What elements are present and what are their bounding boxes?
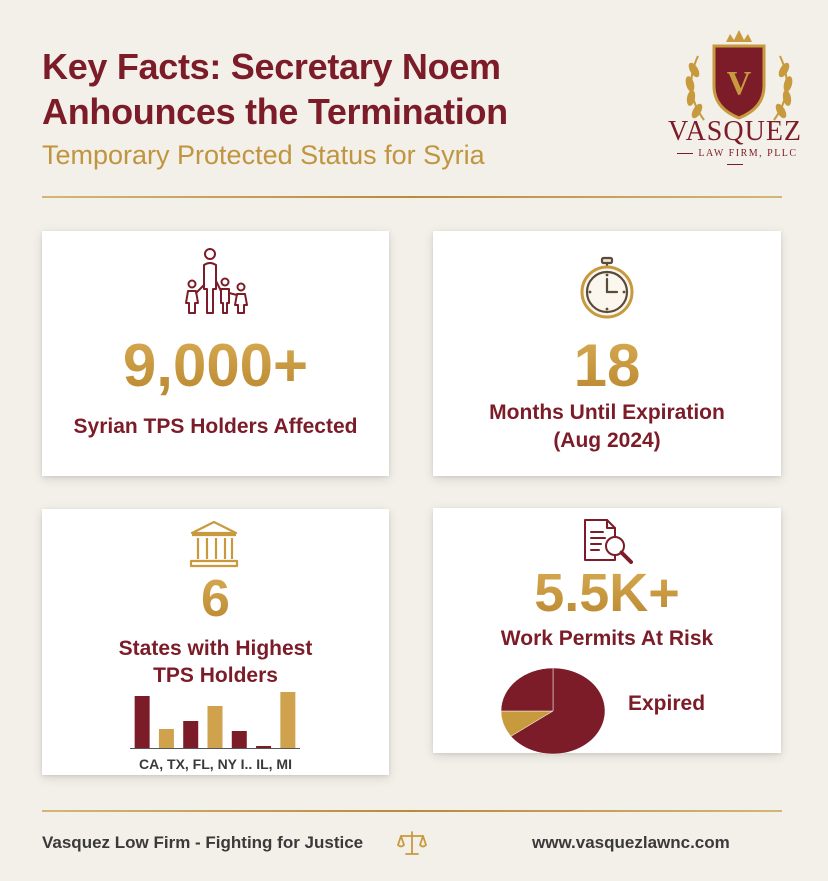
expiration-label-line-2: (Aug 2024) — [553, 429, 661, 452]
permits-card — [433, 508, 781, 753]
logo-tagline: LAW FIRM, PLLC — [660, 148, 810, 170]
states-value: 6 — [42, 569, 389, 629]
page-title — [42, 44, 602, 134]
stopwatch-icon — [575, 255, 639, 319]
scales-icon — [397, 829, 427, 857]
states-label-line-2: TPS Holders — [153, 664, 278, 687]
document-search-icon — [581, 516, 637, 568]
expiration-card — [433, 231, 781, 476]
title-line-2: Anhounces the Termination — [42, 91, 508, 132]
footer-website-link[interactable]: www.vasquezlawnc.com — [532, 833, 730, 852]
title-line-1: Key Facts: Secretary Noem — [42, 46, 501, 87]
bar-2 — [183, 721, 198, 748]
family-icon — [180, 245, 252, 317]
svg-text:V: V — [726, 65, 752, 102]
states-label-line-1: States with Highest — [118, 637, 313, 660]
bottom-divider — [42, 810, 782, 812]
expiration-label-line-1: Months Until Expiration — [489, 401, 725, 424]
bar-chart-axis — [130, 748, 300, 749]
top-divider — [42, 196, 782, 198]
permits-pie-chart — [499, 667, 607, 755]
page-subtitle: Temporary Protected Status for Syria — [42, 140, 485, 170]
bar-3 — [208, 706, 223, 748]
pie-slice-2 — [501, 668, 553, 711]
bar-6 — [280, 692, 295, 748]
expiration-value: 18 — [433, 331, 781, 400]
logo-name: VASQUEZ — [667, 116, 803, 147]
bar-0 — [135, 696, 150, 748]
pie-legend-expired: Expired — [628, 692, 706, 715]
holders-label: Syrian TPS Holders Affected — [73, 415, 358, 438]
permits-label: Work Permits At Risk — [500, 627, 714, 650]
permits-value: 5.5K+ — [433, 562, 781, 624]
bar-1 — [159, 729, 174, 748]
holders-card — [42, 231, 389, 476]
holders-value: 9,000+ — [42, 331, 389, 400]
courthouse-icon — [188, 519, 240, 569]
footer-firm-slogan: Vasquez Low Firm - Fighting for Justice — [42, 833, 364, 852]
bar-chart-axis-label: CA, TX, FL, NY I.. IL, MI — [139, 756, 292, 772]
bar-4 — [232, 731, 247, 748]
states-bar-chart — [130, 688, 300, 748]
